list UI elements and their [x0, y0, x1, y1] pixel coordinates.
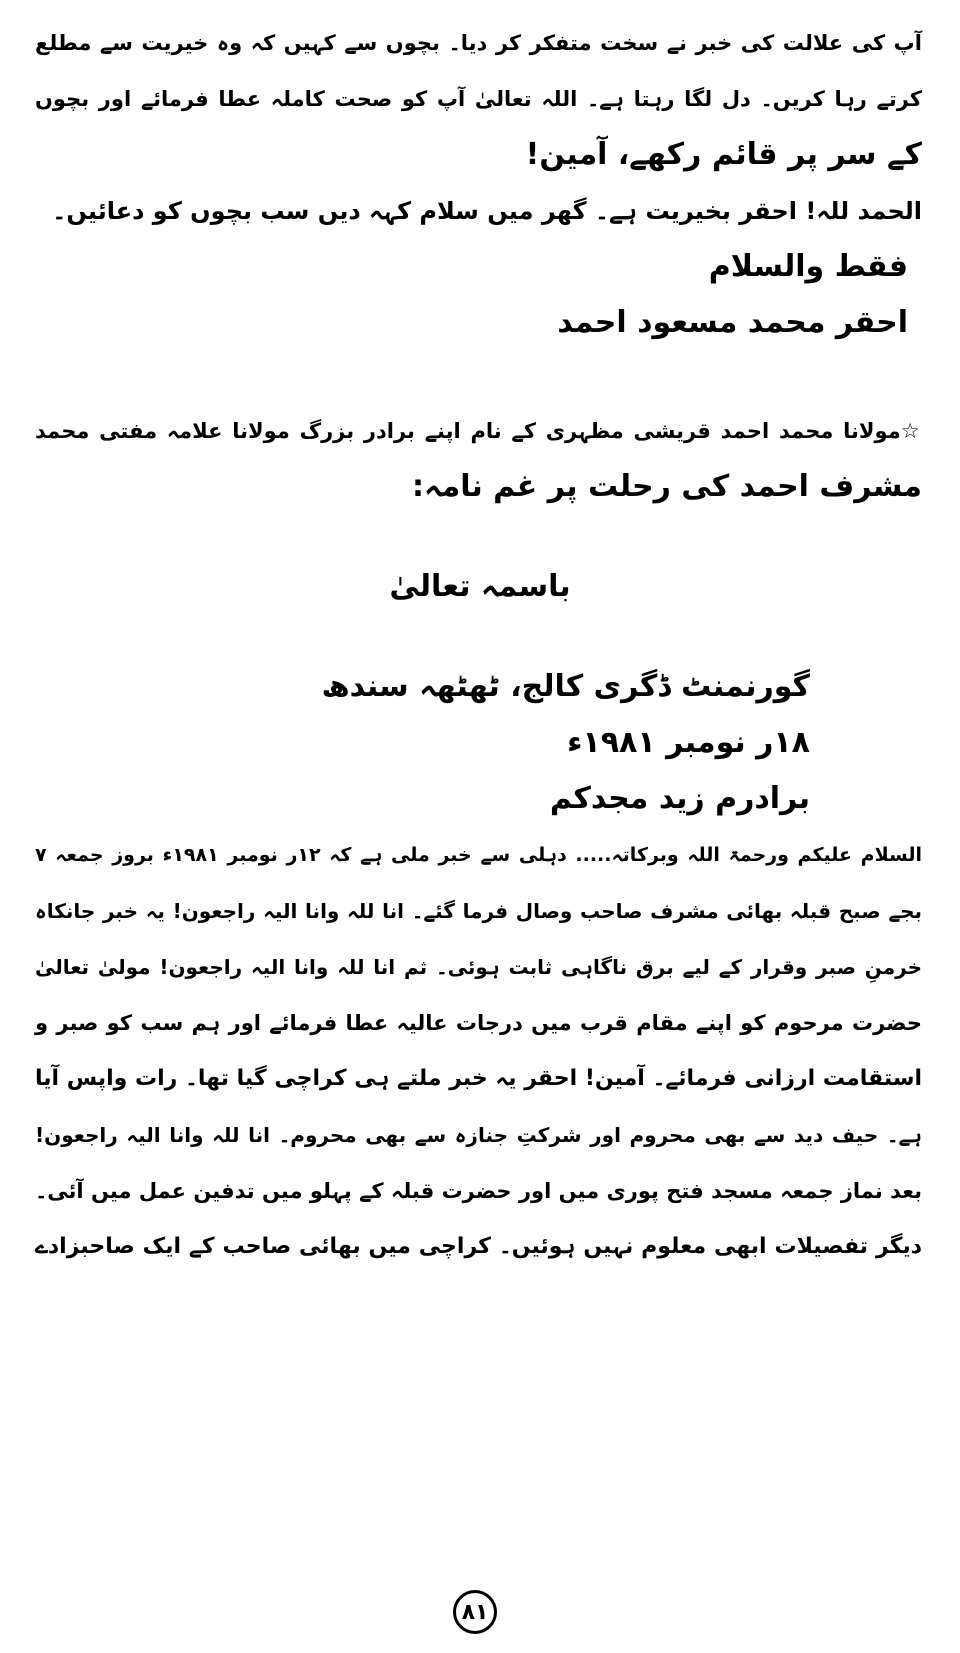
letter-body-line-6: ہے۔ حیف دید سے بھی محروم اور شرکتِ جنازہ سے بھی محروم۔ انا للہ وانا الیہ راجعون! [35, 1123, 922, 1147]
paragraph-1-line-3: کے سر پر قائم رکھے، آمین! [525, 137, 922, 172]
date: ۱۸ر نومبر ۱۹۸۱ء [567, 725, 810, 760]
letter-body-line-5: استقامت ارزانی فرمائے۔ آمین! احقر یہ خبر ملتے ہی کراچی گیا تھا۔ رات واپس آیا [35, 1066, 922, 1091]
heading-line-1 [35, 404, 922, 458]
letter-body-line-8: دیگر تفصیلات ابھی معلوم نہیں ہوئیں۔ کراچی میں بھائی صاحب کے ایک صاحبزادے [35, 1234, 922, 1259]
salutation: برادرم زید مجدکم [549, 781, 810, 816]
paragraph-1-line-1: آپ کی علالت کی خبر نے سخت متفکر کر دیا۔ بچوں سے کہیں کہ وہ خیریت سے مطلع [35, 31, 922, 55]
letter-body-line-4: حضرت مرحوم کو اپنے مقام قرب میں درجات عالیہ عطا فرمائے اور ہم سب کو صبر و [35, 1011, 922, 1035]
letter-body-line-2: بجے صبح قبلہ بھائی مشرف صاحب وصال فرما گئے۔ انا للہ وانا الیہ راجعون! یہ خبر جانکاہ [35, 899, 922, 923]
heading-line-2: مشرف احمد کی رحلت پر غم نامہ: [412, 469, 922, 504]
star-icon: ☆ [900, 419, 923, 443]
signature: احقر محمد مسعود احمد [557, 305, 908, 340]
closing: فقط والسلام [708, 249, 908, 284]
letter-body-line-3: خرمنِ صبر وقرار کے لیے برق ناگاہی ثابت ہوئی۔ ثم انا للہ وانا الیہ راجعون! مولیٰ تعالیٰ [35, 955, 922, 979]
address: گورنمنٹ ڈگری کالج، ٹھٹھہ سندھ [321, 669, 810, 704]
invocation: باسمہ تعالیٰ [389, 569, 571, 604]
letter-body-line-1: السلام علیکم ورحمۃ اللہ وبرکاتہ..... دہلی سے خبر ملی ہے کہ ۱۲ر نومبر ۱۹۸۱ء بروز جمعہ ۷ [35, 844, 922, 866]
letter-body-line-7: بعد نماز جمعہ مسجد فتح پوری میں اور حضرت قبلہ کے پہلو میں تدفین عمل میں آئی۔ [35, 1179, 922, 1203]
paragraph-1-line-2: کرتے رہا کریں۔ دل لگا رہتا ہے۔ اللہ تعالیٰ آپ کو صحت کاملہ عطا فرمائے اور بچوں [35, 87, 922, 111]
heading-line-1-text: مولانا محمد احمد قریشی مظہری کے نام اپنے برادر بزرگ مولانا علامہ مفتی محمد [35, 419, 901, 443]
page-number: ۸۱ [453, 1590, 497, 1634]
paragraph-2: الحمد للہ! احقر بخیریت ہے۔ گھر میں سلام کہہ دیں سب بچوں کو دعائیں۔ [52, 197, 922, 225]
